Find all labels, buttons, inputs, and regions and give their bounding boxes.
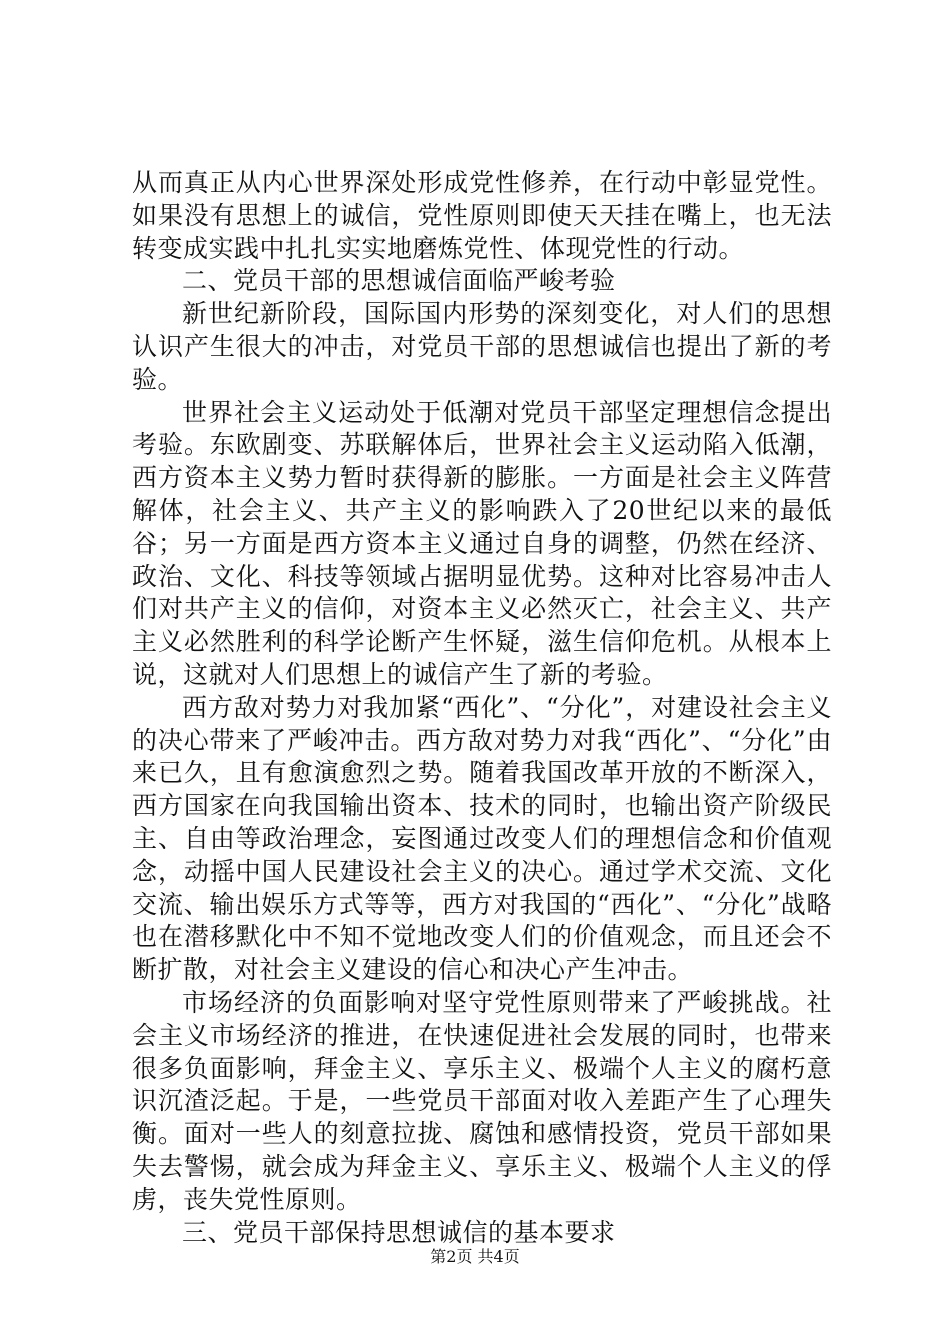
- paragraph-continuation: 从而真正从内心世界深处形成党性修养，在行动中彰显党性。如果没有思想上的诚信，党性原则即使天天挂在嘴上，也无法转变成实践中扎扎实实地磨炼党性、体现党性的行动。: [132, 168, 832, 263]
- section-heading-2: 二、党员干部的思想诚信面临严峻考验: [182, 266, 616, 296]
- page-number-footer: 第2页 共4页: [430, 1247, 520, 1266]
- section-heading-3: 三、党员干部保持思想诚信的基本要求: [182, 1217, 616, 1247]
- paragraph: 市场经济的负面影响对坚守党性原则带来了严峻挑战。社会主义市场经济的推进，在快速促进社会发展的同时，也带来很多负面影响，拜金主义、享乐主义、极端个人主义的腐朽意识沉渣泛起。于是，一些党员干部面对收入差距产生了心理失衡。面对一些人的刻意拉拢、腐蚀和感情投资，党员干部如果失去警惕，就会成为拜金主义、享乐主义、极端个人主义的俘虏，丧失党性原则。: [132, 987, 832, 1214]
- paragraph: 新世纪新阶段，国际国内形势的深刻变化，对人们的思想认识产生很大的冲击，对党员干部的思想诚信也提出了新的考验。: [132, 299, 832, 394]
- paragraph: 世界社会主义运动处于低潮对党员干部坚定理想信念提出考验。东欧剧变、苏联解体后，世界社会主义运动陷入低潮，西方资本主义势力暂时获得新的膨胀。一方面是社会主义阵营解体，社会主义、共产主义的影响跌入了20世纪以来的最低谷；另一方面是西方资本主义通过自身的调整，仍然在经济、政治、文化、科技等领域占据明显优势。这种对比容易冲击人们对共产主义的信仰，对资本主义必然灭亡，社会主义、共产主义必然胜利的科学论断产生怀疑，滋生信仰危机。从根本上说，这就对人们思想上的诚信产生了新的考验。: [132, 397, 832, 689]
- paragraph: 西方敌对势力对我加紧“西化”、“分化”，对建设社会主义的决心带来了严峻冲击。西方敌对势力对我“西化”、“分化”由来已久，且有愈演愈烈之势。随着我国改革开放的不断深入，西方国家在向我国输出资本、技术的同时，也输出资产阶级民主、自由等政治理念，妄图通过改变人们的理想信念和价值观念，动摇中国人民建设社会主义的决心。通过学术交流、文化交流、输出娱乐方式等等，西方对我国的“西化”、“分化”战略也在潜移默化中不知不觉地改变人们的价值观念，而且还会不断扩散，对社会主义建设的信心和决心产生冲击。: [132, 692, 832, 985]
- document-body: [132, 167, 832, 1249]
